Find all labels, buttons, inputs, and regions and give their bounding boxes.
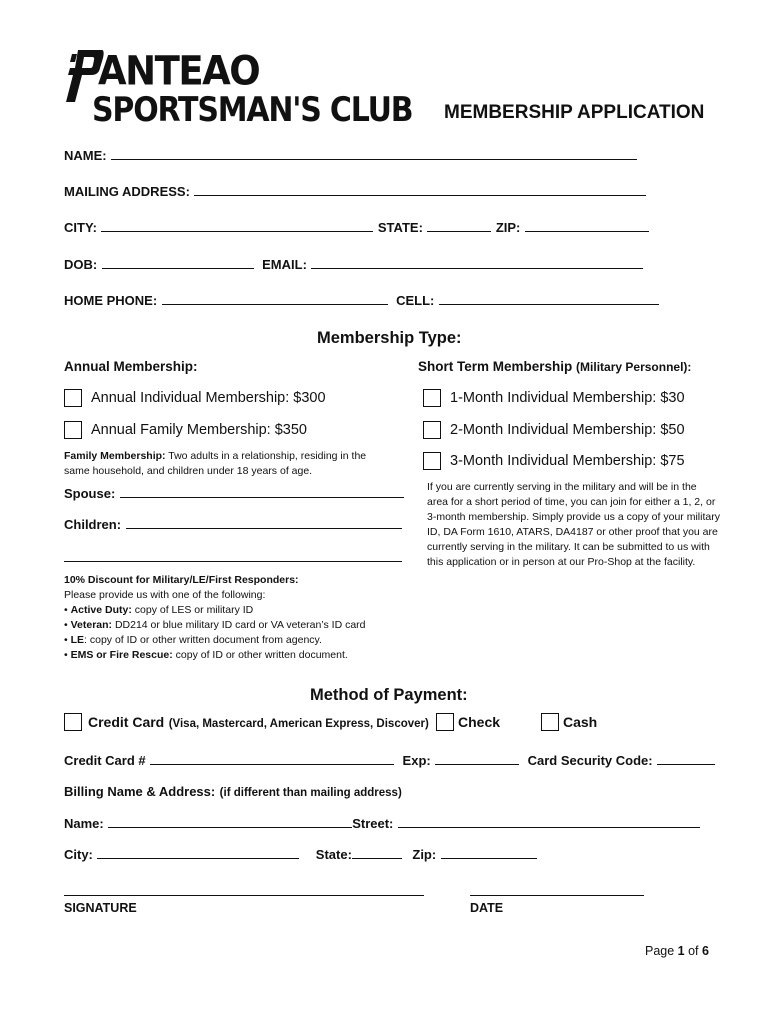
- billing-name-label: Name:: [64, 816, 104, 831]
- exp-label: Exp:: [402, 753, 431, 768]
- discount-item: • EMS or Fire Rescue: copy of ID or other written document.: [64, 649, 348, 661]
- annual-individual-label: Annual Individual Membership: $300: [91, 390, 326, 406]
- page-title: MEMBERSHIP APPLICATION: [444, 102, 705, 123]
- cc-number-field[interactable]: [150, 753, 394, 765]
- billing-name-field[interactable]: [108, 816, 352, 828]
- discount-item-bold: Active Duty:: [70, 604, 132, 616]
- discount-intro: Please provide us with one of the following:: [64, 589, 266, 601]
- home-phone-label: HOME PHONE:: [64, 293, 158, 308]
- one-month-label: 1-Month Individual Membership: $30: [450, 390, 685, 406]
- check-checkbox[interactable]: [436, 713, 454, 731]
- military-note-line: area for a short period of time, you can join for either a 1, 2, or: [427, 496, 716, 508]
- military-note: [427, 480, 720, 570]
- three-month-label: 3-Month Individual Membership: $75: [450, 453, 685, 469]
- family-note-line1: Two adults in a relationship, residing in the: [165, 450, 367, 462]
- billing-city-label: City:: [64, 847, 93, 862]
- short-term-heading: Short Term Membership: [418, 359, 573, 374]
- billing-note: (if different than mailing address): [219, 787, 402, 799]
- signature-line[interactable]: [64, 895, 424, 896]
- spouse-field[interactable]: [120, 486, 404, 498]
- billing-state-label: State:: [315, 847, 352, 862]
- mailing-address-label: MAILING ADDRESS:: [64, 184, 190, 199]
- cash-checkbox[interactable]: [541, 713, 559, 731]
- discount-item-bold: LE: [70, 634, 85, 646]
- discount-item: • LE: copy of ID or other written document from agency.: [64, 634, 322, 646]
- city-field[interactable]: [101, 220, 373, 232]
- security-code-field[interactable]: [657, 753, 715, 765]
- signature-label: SIGNATURE: [64, 901, 137, 915]
- logo-line1: ANTEAO: [98, 48, 260, 95]
- annual-membership-heading: Annual Membership:: [64, 359, 198, 374]
- name-field[interactable]: [111, 148, 637, 160]
- two-month-label: 2-Month Individual Membership: $50: [450, 422, 685, 438]
- military-note-line: this application or in person at our Pro-Shop at the facility.: [427, 556, 696, 568]
- credit-card-note: (Visa, Mastercard, American Express, Discover): [168, 718, 429, 730]
- page-number: [645, 944, 709, 958]
- family-note-bold: Family Membership:: [64, 450, 166, 462]
- zip-field[interactable]: [525, 220, 649, 232]
- page-total: 6: [702, 944, 709, 958]
- page-of: of: [684, 944, 702, 958]
- page-current: 1: [677, 944, 685, 958]
- spouse-label: Spouse:: [64, 486, 116, 501]
- date-label: DATE: [470, 901, 504, 915]
- home-phone-field[interactable]: [162, 293, 388, 305]
- dob-field[interactable]: [102, 257, 254, 269]
- security-code-label: Card Security Code:: [527, 753, 653, 768]
- three-month-checkbox[interactable]: [423, 452, 441, 470]
- annual-family-checkbox[interactable]: [64, 421, 82, 439]
- billing-city-field[interactable]: [97, 847, 299, 859]
- credit-card-label: Credit Card: [88, 714, 165, 730]
- state-field[interactable]: [427, 220, 491, 232]
- discount-item: • Active Duty: copy of LES or military ID: [64, 604, 254, 616]
- family-note-line2: same household, and children under 18 years of age.: [64, 465, 313, 477]
- discount-item-bold: Veteran:: [70, 619, 113, 631]
- membership-type-heading: Membership Type:: [317, 329, 462, 347]
- name-label: NAME:: [64, 148, 107, 163]
- military-note-line: currently serving in the military. It can be submitted to us with: [427, 541, 710, 553]
- military-note-line: If you are currently serving in the military and will be in the: [427, 481, 697, 493]
- email-field[interactable]: [311, 257, 643, 269]
- state-label: STATE:: [377, 220, 423, 235]
- billing-street-label: Street:: [352, 816, 394, 831]
- discount-item-bold: EMS or Fire Rescue:: [70, 649, 173, 661]
- cell-field[interactable]: [439, 293, 659, 305]
- billing-zip-field[interactable]: [441, 847, 537, 859]
- dob-label: DOB:: [64, 257, 98, 272]
- exp-field[interactable]: [435, 753, 519, 765]
- date-line[interactable]: [470, 895, 644, 896]
- discount-heading: 10% Discount for Military/LE/First Responders:: [64, 574, 299, 586]
- email-label: EMAIL:: [262, 257, 307, 272]
- annual-individual-checkbox[interactable]: [64, 389, 82, 407]
- short-term-heading-note: (Military Personnel):: [576, 360, 692, 374]
- mailing-address-field[interactable]: [194, 184, 646, 196]
- billing-label: Billing Name & Address:: [64, 784, 216, 799]
- discount-item-text: copy of LES or military ID: [131, 604, 254, 616]
- discount-item-text: copy of ID or other written document.: [172, 649, 348, 661]
- two-month-checkbox[interactable]: [423, 421, 441, 439]
- billing-state-field[interactable]: [352, 847, 402, 859]
- billing-street-field[interactable]: [398, 816, 700, 828]
- page-prefix: Page: [645, 944, 678, 958]
- city-label: CITY:: [64, 220, 97, 235]
- children-label: Children:: [64, 517, 122, 532]
- billing-zip-label: Zip:: [412, 847, 437, 862]
- cell-label: CELL:: [396, 293, 435, 308]
- cc-number-label: Credit Card #: [64, 753, 146, 768]
- one-month-checkbox[interactable]: [423, 389, 441, 407]
- annual-family-label: Annual Family Membership: $350: [91, 422, 307, 438]
- check-label: Check: [458, 714, 501, 730]
- logo-line2: SPORTSMAN'S CLUB: [92, 91, 413, 131]
- military-note-line: 3-month membership. Simply provide us a copy of your military: [427, 511, 720, 523]
- payment-heading: Method of Payment:: [310, 686, 468, 704]
- cash-label: Cash: [563, 714, 598, 730]
- discount-item: • Veteran: DD214 or blue military ID card or VA veteran’s ID card: [64, 619, 366, 631]
- military-note-line: ID, DA Form 1610, ATARS, DA4187 or other proof that you are: [427, 526, 718, 538]
- zip-label: ZIP:: [495, 220, 521, 235]
- discount-item-text: DD214 or blue military ID card or VA veteran’s ID card: [112, 619, 366, 631]
- credit-card-checkbox[interactable]: [64, 713, 82, 731]
- discount-item-text: : copy of ID or other written document from agency.: [84, 634, 322, 646]
- children-field[interactable]: [126, 517, 402, 529]
- discount-section: [64, 573, 366, 663]
- family-membership-note: [64, 449, 366, 479]
- children-field-extra[interactable]: [64, 561, 402, 562]
